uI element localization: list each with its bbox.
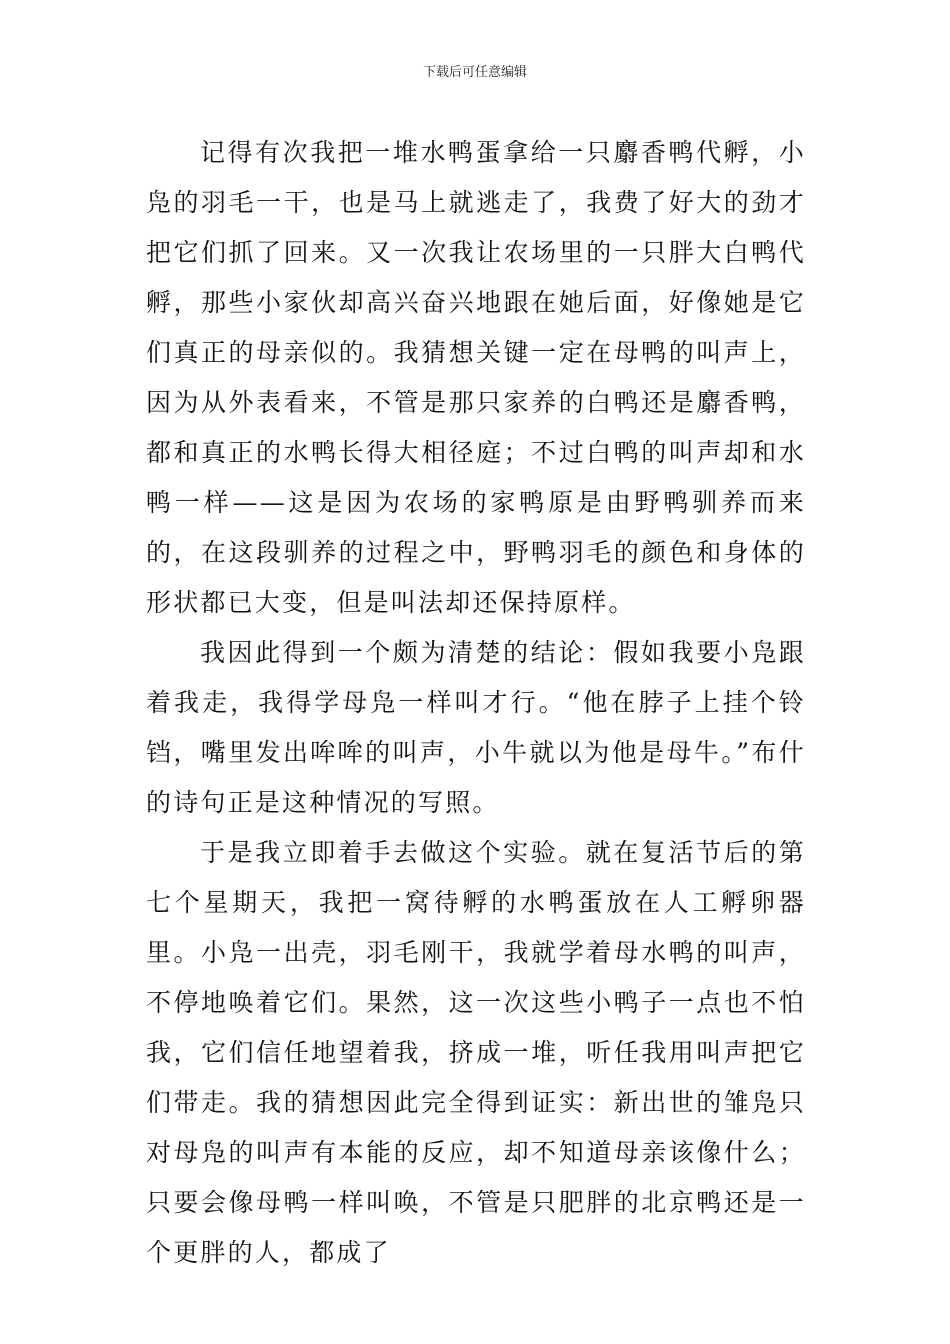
page-header: 下载后可任意编辑 xyxy=(422,65,527,80)
paragraph-3: 于是我立即着手去做这个实验。就在复活节后的第七个星期天，我把一窝待孵的水鸭蛋放在人工孵卵器里。小凫一出壳，羽毛刚干，我就学着母水鸭的叫声，不停地唤着它们。果然，这一次这些小鸭子一点也不怕我，它们信任地望着我，挤成一堆，听任我用叫声把它们带走。我的猜想因此完全得到证实：新出世的雏凫只对母凫的叫声有本能的反应，却不知道母亲该像什么；只要会像母鸭一样叫唤，不管是只肥胖的北京鸭还是一个更胖的人，都成了 xyxy=(146,838,806,1267)
paragraph-1: 记得有次我把一堆水鸭蛋拿给一只麝香鸭代孵，小凫的羽毛一干，也是马上就逃走了，我费了好大的劲才把它们抓了回来。又一次我让农场里的一只胖大白鸭代孵，那些小家伙却高兴奋兴地跟在她后面，好像她是它们真正的母亲似的。我猜想关键一定在母鸭的叫声上，因为从外表看来，不管是那只家养的白鸭还是麝香鸭，都和真正的水鸭长得大相径庭；不过白鸭的叫声却和水鸭一样——这是因为农场的家鸭原是由野鸭驯养而来的，在这段驯养的过程之中，野鸭羽毛的颜色和身体的形状都已大变，但是叫法却还保持原样。 xyxy=(146,138,806,617)
body-text xyxy=(146,128,806,1278)
paragraph-2: 我因此得到一个颇为清楚的结论：假如我要小凫跟着我走，我得学母凫一样叫才行。“他在脖子上挂个铃铛，嘴里发出哞哞的叫声，小牛就以为他是母牛。”布什的诗句正是这种情况的写照。 xyxy=(146,638,806,817)
